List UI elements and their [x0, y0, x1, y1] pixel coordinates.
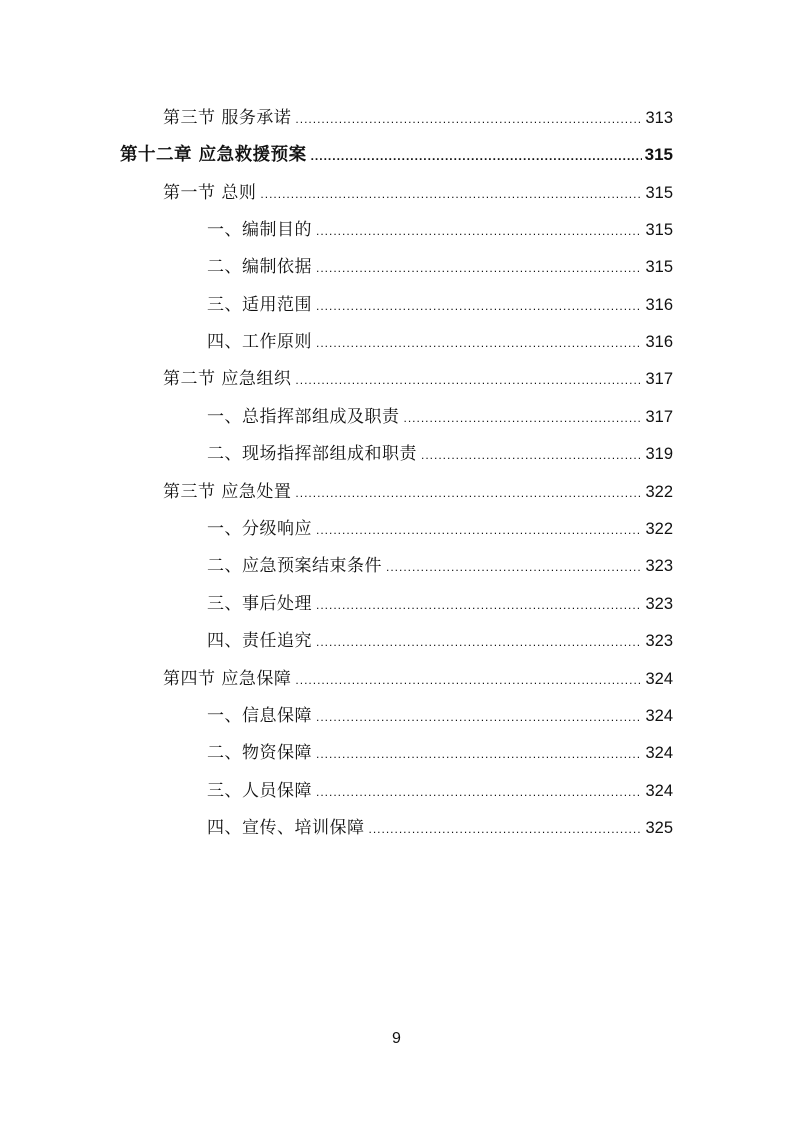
dot-leader [316, 216, 642, 246]
dot-leader [316, 253, 642, 283]
toc-entry-page: 316 [645, 296, 673, 314]
toc-entry-page: 322 [645, 520, 673, 538]
toc-entry[interactable] [207, 551, 673, 581]
toc-entry-label: 一、编制目的 [207, 220, 312, 240]
toc-entry-page: 315 [645, 184, 673, 202]
dot-leader [316, 702, 642, 732]
toc-entry[interactable] [207, 589, 673, 619]
toc-entry-label: 三、事后处理 [207, 594, 312, 614]
toc-entry-page: 315 [645, 221, 673, 239]
toc-entry[interactable] [207, 215, 673, 245]
toc-entry[interactable] [163, 364, 673, 394]
dot-leader [316, 590, 642, 620]
toc-entry[interactable] [207, 776, 673, 806]
toc-entry-page: 324 [645, 670, 673, 688]
dot-leader [404, 403, 643, 433]
toc-entry-label: 第三节 应急处置 [163, 482, 292, 502]
dot-leader [316, 515, 642, 545]
dot-leader [316, 627, 642, 657]
toc-entry-label: 第一节 总则 [163, 183, 257, 203]
toc-entry-label: 四、工作原则 [207, 332, 312, 352]
dot-leader [295, 665, 642, 695]
toc-entry-page: 325 [645, 819, 673, 837]
dot-leader [316, 739, 642, 769]
toc-entry[interactable] [207, 738, 673, 768]
toc-entry-page: 323 [645, 632, 673, 650]
page-number: 9 [392, 1030, 401, 1047]
dot-leader [260, 179, 642, 209]
dot-leader [295, 478, 642, 508]
toc-entry[interactable] [207, 813, 673, 843]
toc-entry[interactable] [207, 514, 673, 544]
toc-entry-page: 316 [645, 333, 673, 351]
toc-entry-page: 324 [645, 744, 673, 762]
toc-entry-label: 三、人员保障 [207, 781, 312, 801]
dot-leader [316, 328, 642, 358]
dot-leader [369, 814, 643, 844]
toc-entry[interactable] [120, 140, 673, 170]
toc-entry-label: 二、现场指挥部组成和职责 [207, 444, 417, 464]
toc-entry-label: 一、总指挥部组成及职责 [207, 407, 400, 427]
toc-entry-label: 四、宣传、培训保障 [207, 818, 365, 838]
toc-entry-page: 323 [645, 557, 673, 575]
toc-entry[interactable] [207, 626, 673, 656]
toc-entry-label: 二、物资保障 [207, 743, 312, 763]
dot-leader [316, 777, 642, 807]
toc-entry-page: 315 [644, 145, 673, 164]
toc-entry-label: 四、责任追究 [207, 631, 312, 651]
dot-leader [421, 440, 642, 470]
toc-entry-page: 317 [645, 408, 673, 426]
toc-entry[interactable] [207, 252, 673, 282]
toc-entry-label: 第二节 应急组织 [163, 369, 292, 389]
toc-entry-label: 三、适用范围 [207, 295, 312, 315]
dot-leader [295, 104, 642, 134]
toc-entry-page: 324 [645, 707, 673, 725]
toc-entry-page: 315 [645, 258, 673, 276]
toc-entry[interactable] [163, 664, 673, 694]
toc-entry[interactable] [207, 701, 673, 731]
toc-entry[interactable] [207, 402, 673, 432]
toc-entry[interactable] [163, 477, 673, 507]
toc-entry-page: 324 [645, 782, 673, 800]
toc-entry-page: 323 [645, 595, 673, 613]
toc-entry-label: 第十二章 应急救援预案 [120, 145, 307, 165]
toc-entry-page: 322 [645, 483, 673, 501]
toc-entry[interactable] [207, 439, 673, 469]
dot-leader [295, 365, 642, 395]
toc-entry-label: 一、信息保障 [207, 706, 312, 726]
dot-leader [386, 552, 642, 582]
toc-entry-label: 二、应急预案结束条件 [207, 556, 382, 576]
toc-entry-label: 第三节 服务承诺 [163, 108, 292, 128]
toc-entry-label: 二、编制依据 [207, 257, 312, 277]
toc-entry[interactable] [207, 327, 673, 357]
dot-leader [316, 291, 642, 321]
toc-entry[interactable] [163, 103, 673, 133]
toc-entry-page: 313 [645, 109, 673, 127]
toc-entry-page: 317 [645, 370, 673, 388]
toc-entry-label: 第四节 应急保障 [163, 669, 292, 689]
dot-leader [311, 141, 642, 171]
toc-entry-label: 一、分级响应 [207, 519, 312, 539]
toc-entry-page: 319 [645, 445, 673, 463]
toc-entry[interactable] [207, 290, 673, 320]
toc-entry[interactable] [163, 178, 673, 208]
